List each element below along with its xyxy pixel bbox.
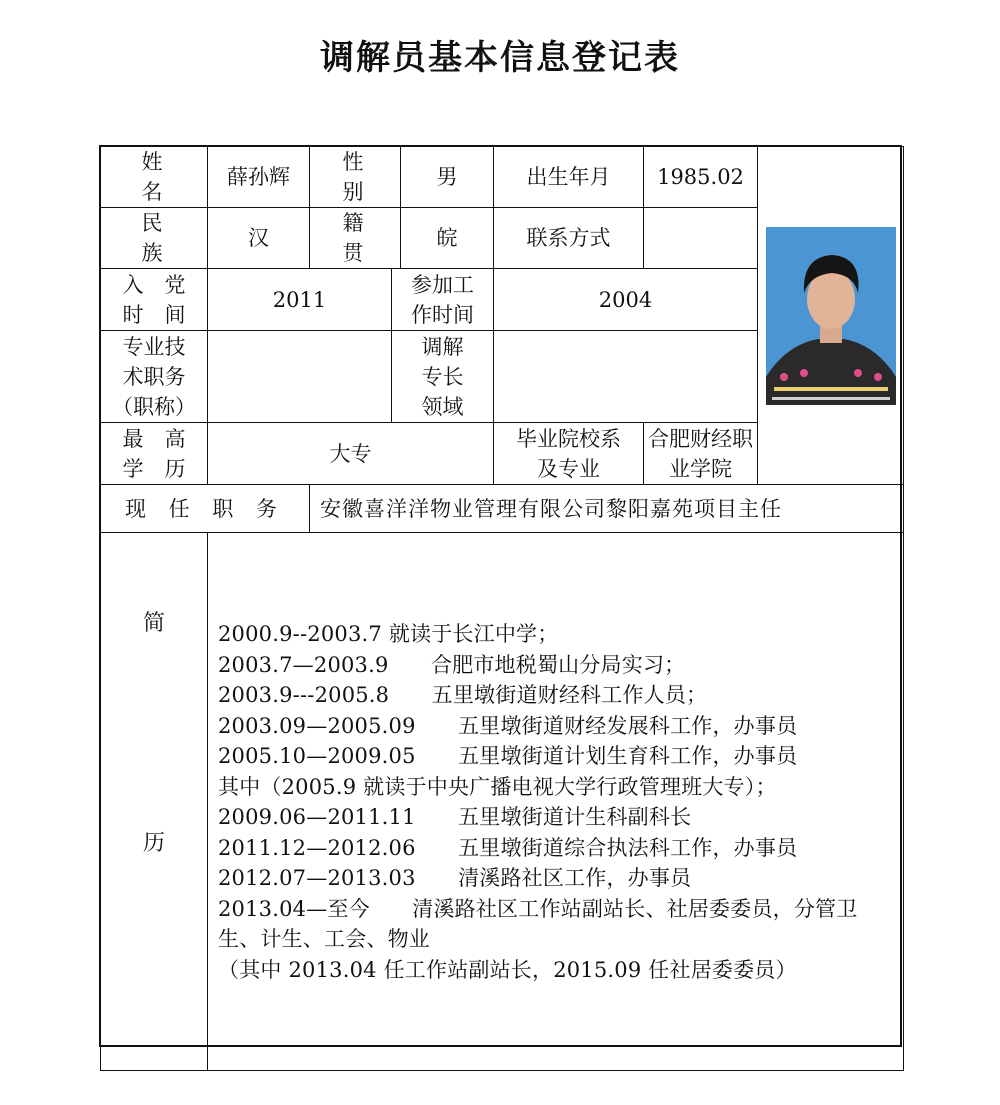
contact-label: 联系方式 [494, 208, 644, 269]
specialty-label: 调解 专长 领域 [392, 331, 494, 423]
resume-line: 2013.04—至今 清溪路社区工作站副站长、社居委委员，分管卫生、计生、工会、物业 [218, 896, 858, 951]
party-time-label: 入 党 时 间 [101, 269, 208, 331]
position-value: 安徽喜洋洋物业管理有限公司黎阳嘉苑项目主任 [310, 485, 904, 533]
resume-line: 2003.7—2003.9 合肥市地税蜀山分局实习； [218, 652, 686, 677]
resume-line: 2009.06—2011.11 五里墩街道计生科副科长 [218, 805, 692, 829]
photo-cell [758, 147, 904, 485]
resume-line: 2011.12—2012.06 五里墩街道综合执法科工作，办事员 [218, 835, 798, 860]
resume-line: 其中（2005.9 就读于中央广播电视大学行政管理班大专）； [218, 774, 777, 799]
page-title: 调解员基本信息登记表 [320, 38, 680, 78]
gender-label: 性 别 [310, 147, 401, 208]
native-place-value: 皖 [401, 208, 494, 269]
education-value: 大专 [208, 423, 494, 485]
resume-line: 2000.9--2003.7 就读于长江中学； [218, 622, 559, 646]
resume-line: （其中 2013.04 任工作站副站长，2015.09 任社居委委员） [218, 957, 797, 982]
party-time-value: 2011 [208, 269, 392, 331]
ethnicity-label: 民 族 [101, 208, 208, 269]
position-label: 现 任 职 务 [101, 485, 310, 533]
name-value: 薛孙辉 [208, 147, 310, 208]
gender-value: 男 [401, 147, 494, 208]
portrait-photo [766, 227, 896, 405]
ethnicity-value: 汉 [208, 208, 310, 269]
professional-title-value [208, 331, 392, 423]
resume-label: 简 历 [101, 533, 208, 1071]
resume-line: 2003.9---2005.8 五里墩街道财经科工作人员； [218, 683, 708, 707]
birth-value: 1985.02 [644, 147, 758, 208]
professional-title-label: 专业技 术职务 （职称） [101, 331, 208, 423]
resume-line: 2005.10—2009.05 五里墩街道计划生育科工作，办事员 [218, 744, 798, 768]
contact-value [644, 208, 758, 269]
work-time-value: 2004 [494, 269, 758, 331]
resume-line: 2012.07—2013.03 清溪路社区工作，办事员 [218, 866, 692, 890]
school-value: 合肥财经职业学院 [644, 423, 758, 485]
native-place-label: 籍 贯 [310, 208, 401, 269]
education-label: 最 高 学 历 [101, 423, 208, 485]
birth-label: 出生年月 [494, 147, 644, 208]
specialty-value [494, 331, 758, 423]
registration-form [100, 146, 904, 1071]
resume-line: 2003.09—2005.09 五里墩街道财经发展科工作，办事员 [218, 713, 798, 738]
resume-content [208, 533, 904, 1071]
school-label: 毕业院校系 及专业 [494, 423, 644, 485]
name-label: 姓 名 [101, 147, 208, 208]
work-time-label: 参加工 作时间 [392, 269, 494, 331]
